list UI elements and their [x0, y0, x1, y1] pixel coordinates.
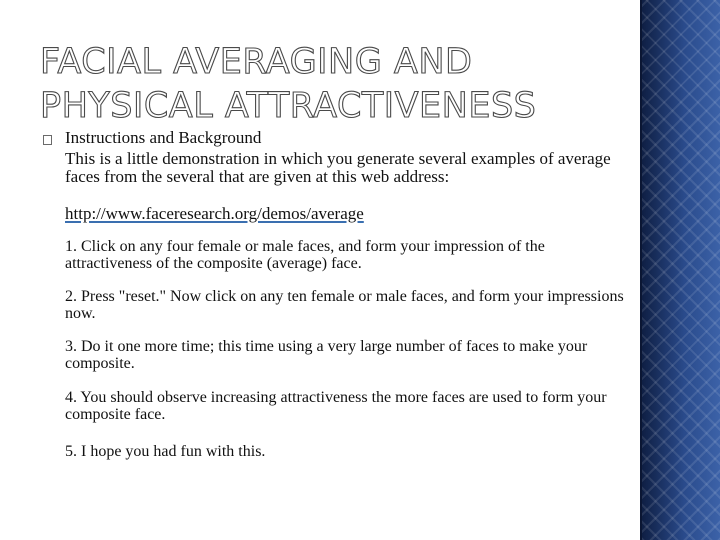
decorative-side-band [642, 0, 720, 540]
step-1: 1. Click on any four female or male faces, and form your impression of the attractiveness of the composite (average) face. [65, 238, 545, 272]
bullet-item [40, 128, 630, 460]
intro-paragraph: This is a little demonstration in which you generate several examples of average faces from the several that are given at this web address: [65, 149, 611, 186]
step-4: 4. You should observe increasing attractiveness the more faces are used to form your composite face. [65, 389, 607, 423]
faceresearch-link[interactable]: http://www.faceresearch.org/demos/average [65, 204, 364, 223]
content-body [40, 128, 630, 460]
section-heading: Instructions and Background [65, 128, 262, 147]
step-5: 5. I hope you had fun with this. [65, 443, 266, 460]
step-2: 2. Press "reset." Now click on any ten female or male faces, and form your impressions now. [65, 288, 624, 322]
step-3: 3. Do it one more time; this time using a very large number of faces to make your composite. [65, 338, 588, 372]
slide-title: FACIAL AVERAGING AND PHYSICAL ATTRACTIVENESS [40, 42, 537, 126]
square-bullet-icon [43, 135, 52, 145]
